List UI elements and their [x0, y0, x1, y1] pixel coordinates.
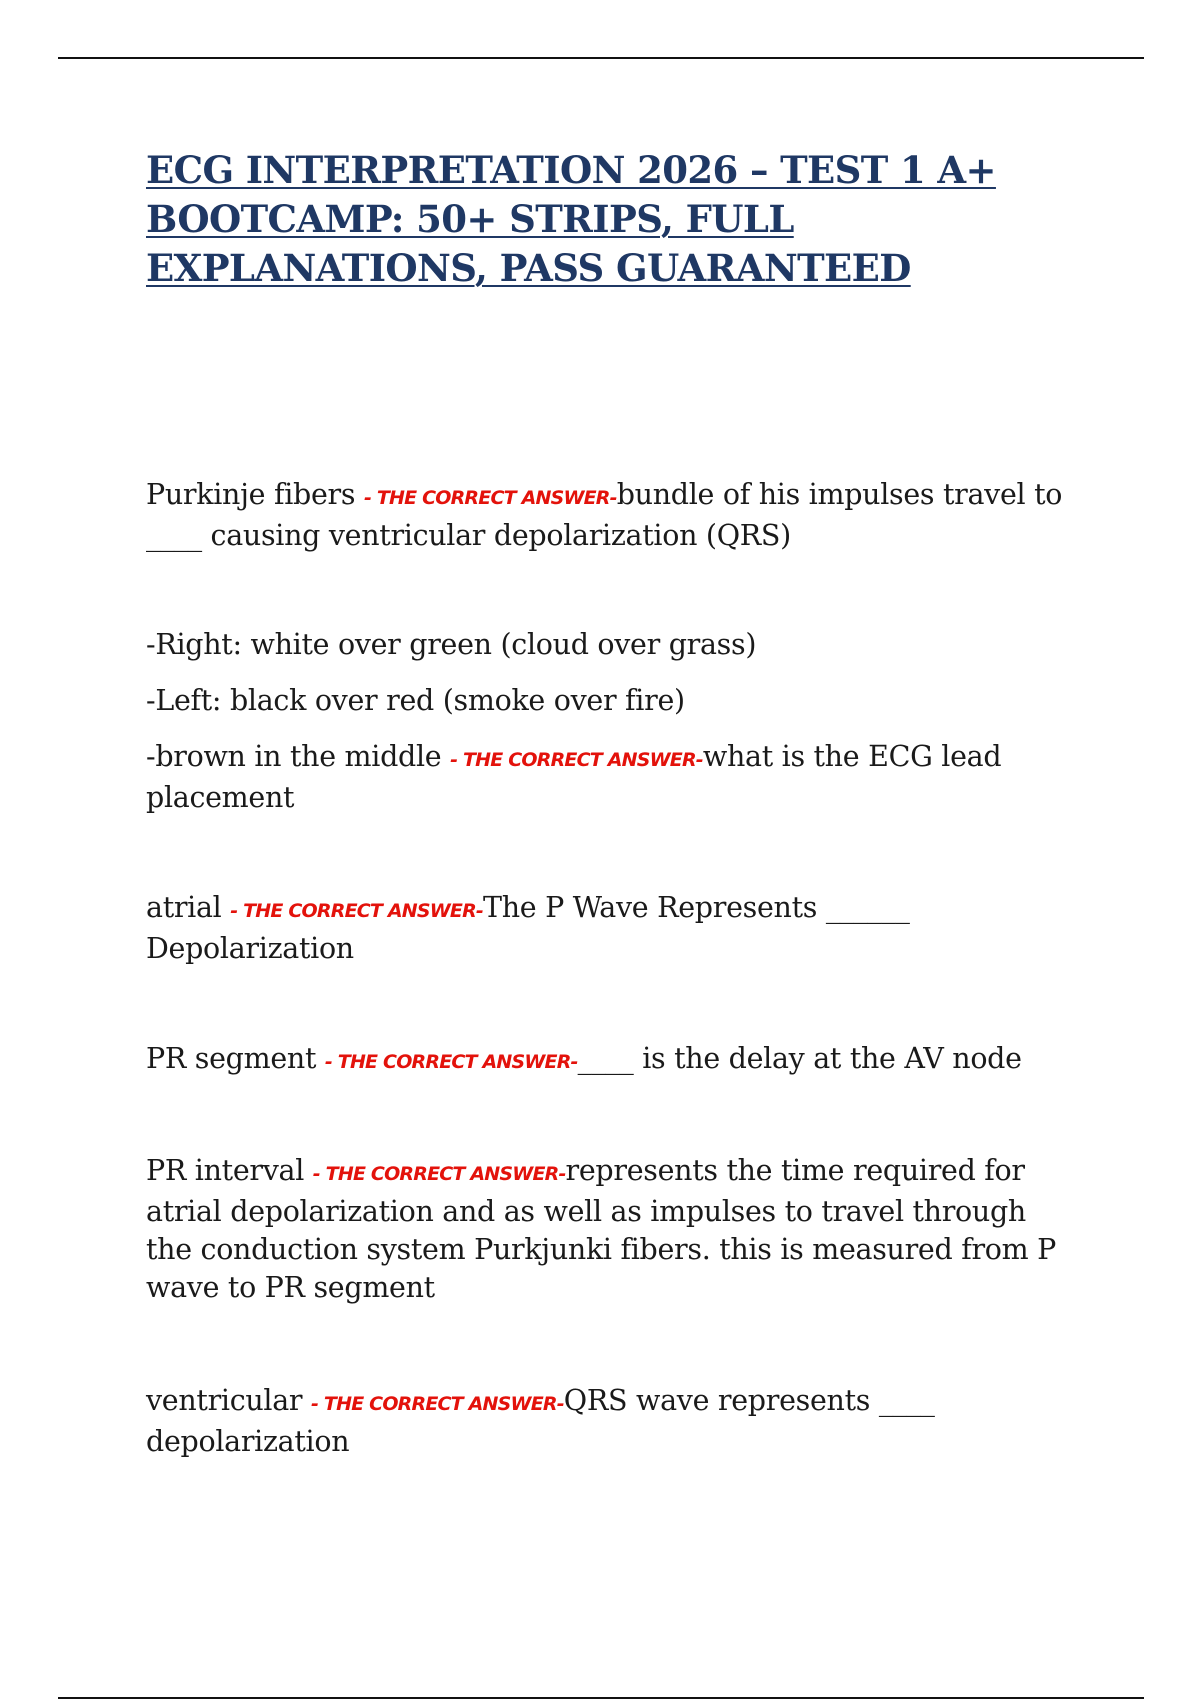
answer-text: PR interval	[146, 1154, 313, 1187]
answer-text: PR segment	[146, 1042, 325, 1075]
correct-answer-tag: - THE CORRECT ANSWER-	[450, 749, 703, 771]
qa-item-pr-segment	[146, 1040, 1076, 1081]
correct-answer-tag: - THE CORRECT ANSWER-	[312, 1163, 566, 1185]
qa-item-qrs-wave	[146, 1382, 1076, 1461]
qa-item-lead-placement	[146, 738, 1076, 817]
question-text: what is the ECG lead placement	[146, 740, 1002, 814]
correct-answer-tag: - THE CORRECT ANSWER-	[363, 487, 617, 509]
question-text: QRS wave represents ____ depolarization	[146, 1384, 935, 1458]
answer-text: ventricular	[146, 1384, 312, 1417]
correct-answer-tag: - THE CORRECT ANSWER-	[324, 1051, 578, 1073]
answer-text: atrial	[146, 891, 231, 924]
question-text: bundle of his impulses travel to ____ causing ventricular depolarization (QRS)	[146, 478, 1063, 552]
qa-item-pr-interval	[146, 1152, 1076, 1307]
answer-text: Purkinje fibers	[146, 478, 364, 511]
document-title: ECG INTERPRETATION 2026 – TEST 1 A+ BOOTCAMP: 50+ STRIPS, FULL EXPLANATIONS, PASS GUARANTEED	[146, 148, 996, 290]
lead-placement-line-right: -Right: white over green (cloud over grass)	[146, 628, 757, 661]
question-text: The P Wave Represents ______ Depolarization	[146, 891, 910, 965]
qa-item-purkinje	[146, 476, 1076, 555]
qa-item-p-wave	[146, 889, 1076, 968]
bottom-divider	[58, 1697, 1144, 1699]
top-divider	[58, 57, 1144, 59]
answer-text: -brown in the middle	[146, 740, 451, 773]
correct-answer-tag: - THE CORRECT ANSWER-	[311, 1393, 564, 1415]
question-text: ____ is the delay at the AV node	[577, 1042, 1022, 1075]
correct-answer-tag: - THE CORRECT ANSWER-	[230, 900, 484, 922]
question-text: represents the time required for atrial depolarization and as well as impulses to travel through the conduction system Purkjunki fibers. this is measured from P wave to PR segment	[146, 1154, 1056, 1304]
lead-placement-line-left: -Left: black over red (smoke over fire)	[146, 684, 685, 717]
